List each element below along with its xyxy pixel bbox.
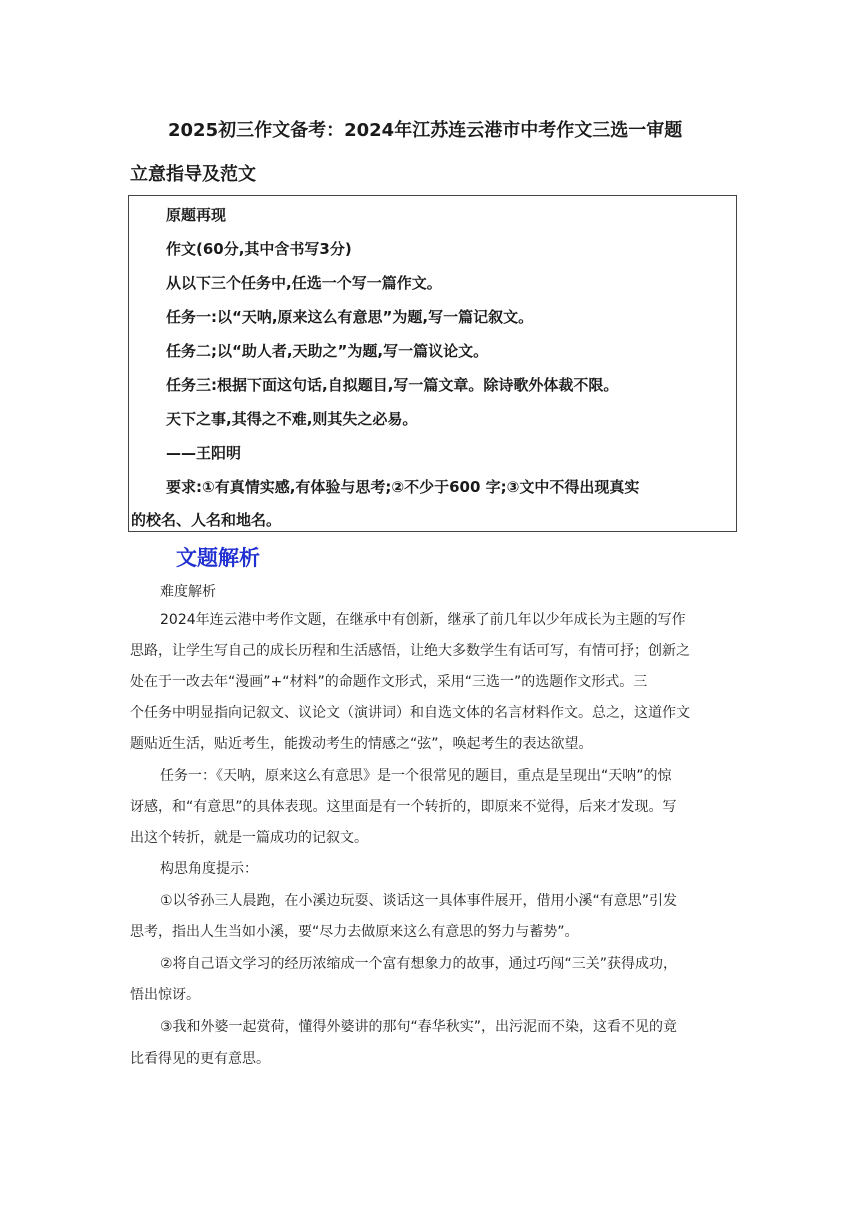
prompt-heading: 原题再现: [166, 206, 227, 224]
prompt-quote: 天下之事,其得之不难,则其失之必易。: [166, 410, 418, 428]
body-paragraph-line: 出这个转折，就是一篇成功的记叙文。: [130, 830, 368, 846]
prompt-task-3: 任务三:根据下面这句话,自拟题目,写一篇文章。除诗歌外体裁不限。: [166, 376, 619, 394]
body-paragraph-line: 个任务中明显指向记叙文、议论文（演讲词）和自选文体的名言材料作文。总之，这道作文: [130, 705, 690, 721]
prompt-line: 作文(60分,其中含书写3分): [166, 240, 352, 258]
prompt-task-1: 任务一:以“天呐,原来这么有意思”为题,写一篇记叙文。: [166, 308, 534, 326]
analysis-heading: 文题解析: [176, 546, 260, 570]
body-paragraph-line: 2024年连云港中考作文题，在继承中有创新，继承了前几年以少年成长为主题的写作: [160, 612, 686, 628]
idea-hint-1: ①以爷孙三人晨跑，在小溪边玩耍、谈话这一具体事件展开，借用小溪“有意思”引发: [160, 893, 678, 909]
original-prompt-box: [128, 195, 737, 532]
body-paragraph-line: 思路，让学生写自己的成长历程和生活感悟，让绝大多数学生有话可写，有情可抒；创新之: [130, 643, 690, 659]
prompt-quote-author: ——王阳明: [166, 444, 242, 462]
document-title-line-1: 2025初三作文备考：2024年江苏连云港市中考作文三选一审题: [168, 120, 683, 141]
idea-hint-2: ②将自己语文学习的经历浓缩成一个富有想象力的故事，通过巧闯“三关”获得成功，: [160, 956, 678, 972]
idea-hint-3-cont: 比看得见的更有意思。: [130, 1051, 270, 1067]
body-paragraph-line: 题贴近生活，贴近考生，能拨动考生的情感之“弦”，唤起考生的表达欲望。: [130, 736, 593, 752]
prompt-requirements-cont: 的校名、人名和地名。: [131, 511, 282, 529]
prompt-requirements: 要求:①有真情实感,有体验与思考;②不少于600 字;③文中不得出现真实: [166, 478, 640, 496]
idea-hints-subheading: 构思角度提示：: [160, 861, 258, 877]
idea-hint-1-cont: 思考，指出人生当如小溪，要“尽力去做原来这么有意思的努力与蓄势”。: [130, 924, 579, 940]
idea-hint-2-cont: 悟出惊讶。: [130, 987, 200, 1003]
prompt-line: 从以下三个任务中,任选一个写一篇作文。: [166, 274, 442, 292]
body-paragraph-line: 任务一：《天呐，原来这么有意思》是一个很常见的题目，重点是呈现出“天呐”的惊: [160, 768, 672, 784]
prompt-task-2: 任务二;以“助人者,天助之”为题,写一篇议论文。: [166, 342, 489, 360]
document-title-line-2: 立意指导及范文: [130, 164, 256, 185]
idea-hint-3: ③我和外婆一起赏荷，懂得外婆讲的那句“春华秋实”，出污泥而不染，这看不见的竟: [160, 1019, 678, 1035]
body-paragraph-line: 处在于一改去年“漫画”+“材料”的命题作文形式，采用“三选一”的选题作文形式。三: [130, 674, 648, 690]
body-paragraph-line: 讶感，和“有意思”的具体表现。这里面是有一个转折的，即原来不觉得，后来才发现。写: [130, 799, 677, 815]
difficulty-subheading: 难度解析: [160, 584, 216, 600]
